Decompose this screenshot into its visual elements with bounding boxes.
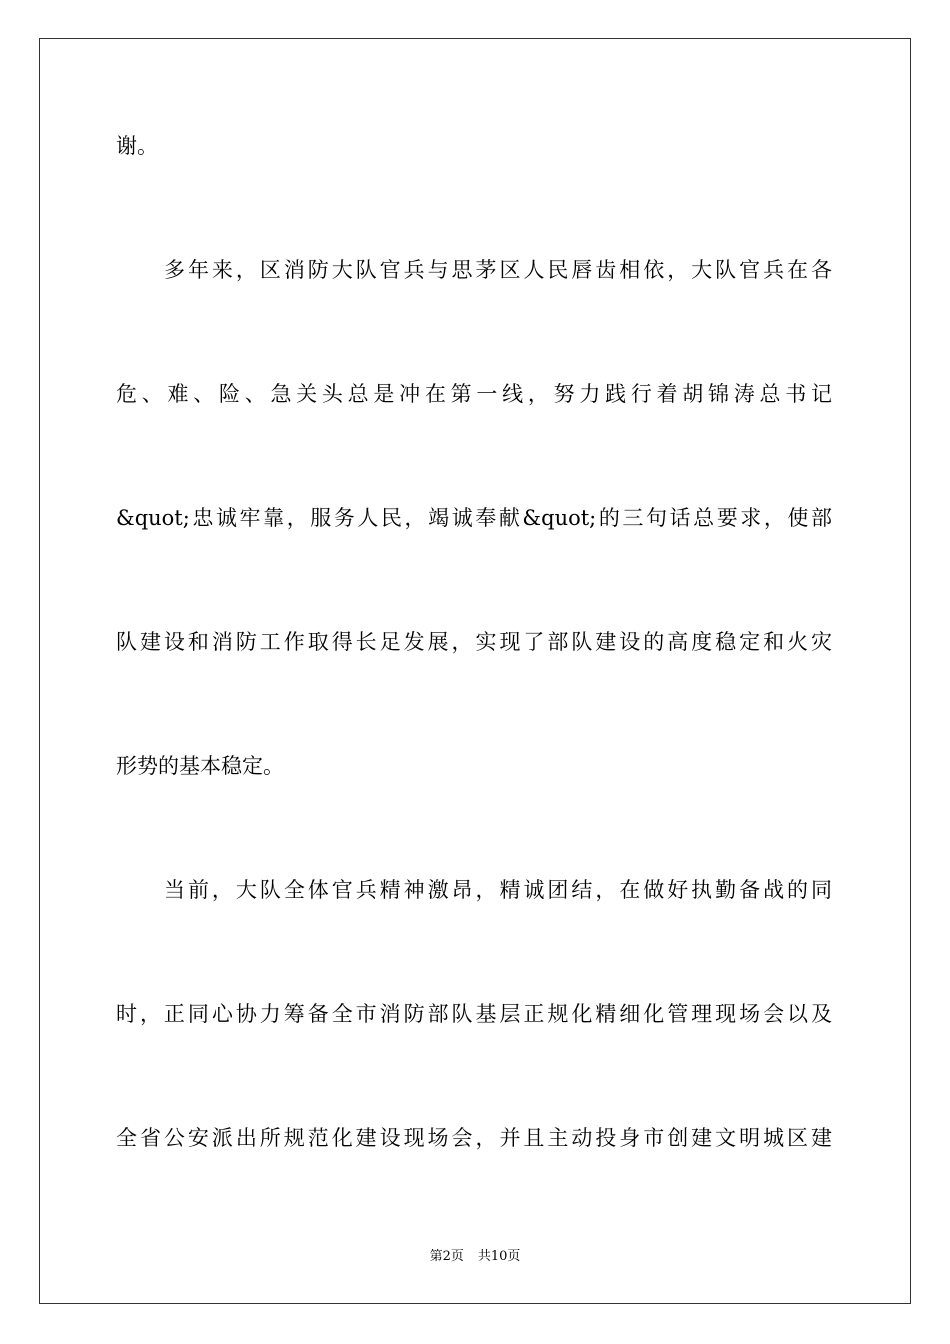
- text-line: 时，正同心协力筹备全市消防部队基层正规化精细化管理现场会以及: [116, 1002, 832, 1026]
- text-line: [116, 797, 832, 859]
- text-line: 危、难、险、急关头总是冲在第一线，努力践行着胡锦涛总书记: [116, 382, 832, 406]
- page-footer: [0, 1248, 950, 1266]
- text-line: [116, 921, 832, 983]
- text-line: 队建设和消防工作取得长足发展，实现了部队建设的高度稳定和火灾: [116, 630, 832, 654]
- text-line: [116, 673, 832, 735]
- page-number: 第2页: [429, 1249, 464, 1264]
- text-line: 当前，大队全体官兵精神激昂，精诚团结，在做好执勤备战的同: [164, 878, 832, 902]
- text-line: 形势的基本稳定。: [116, 754, 284, 778]
- text-line: &quot;忠诚牢靠，服务人民，竭诚奉献&quot;的三句话总要求，使部: [116, 506, 832, 530]
- text-line: 全省公安派出所规范化建设现场会，并且主动投身市创建文明城区建: [116, 1126, 832, 1150]
- document-body: [116, 115, 832, 1169]
- text-line: [116, 549, 832, 611]
- page-total: 共10页: [477, 1249, 521, 1264]
- text-line: [116, 1045, 832, 1107]
- text-line: [116, 177, 832, 239]
- text-line: [116, 425, 832, 487]
- text-line: [116, 301, 832, 363]
- text-line: 谢。: [116, 134, 158, 158]
- text-line: 多年来，区消防大队官兵与思茅区人民唇齿相依，大队官兵在各: [164, 258, 832, 282]
